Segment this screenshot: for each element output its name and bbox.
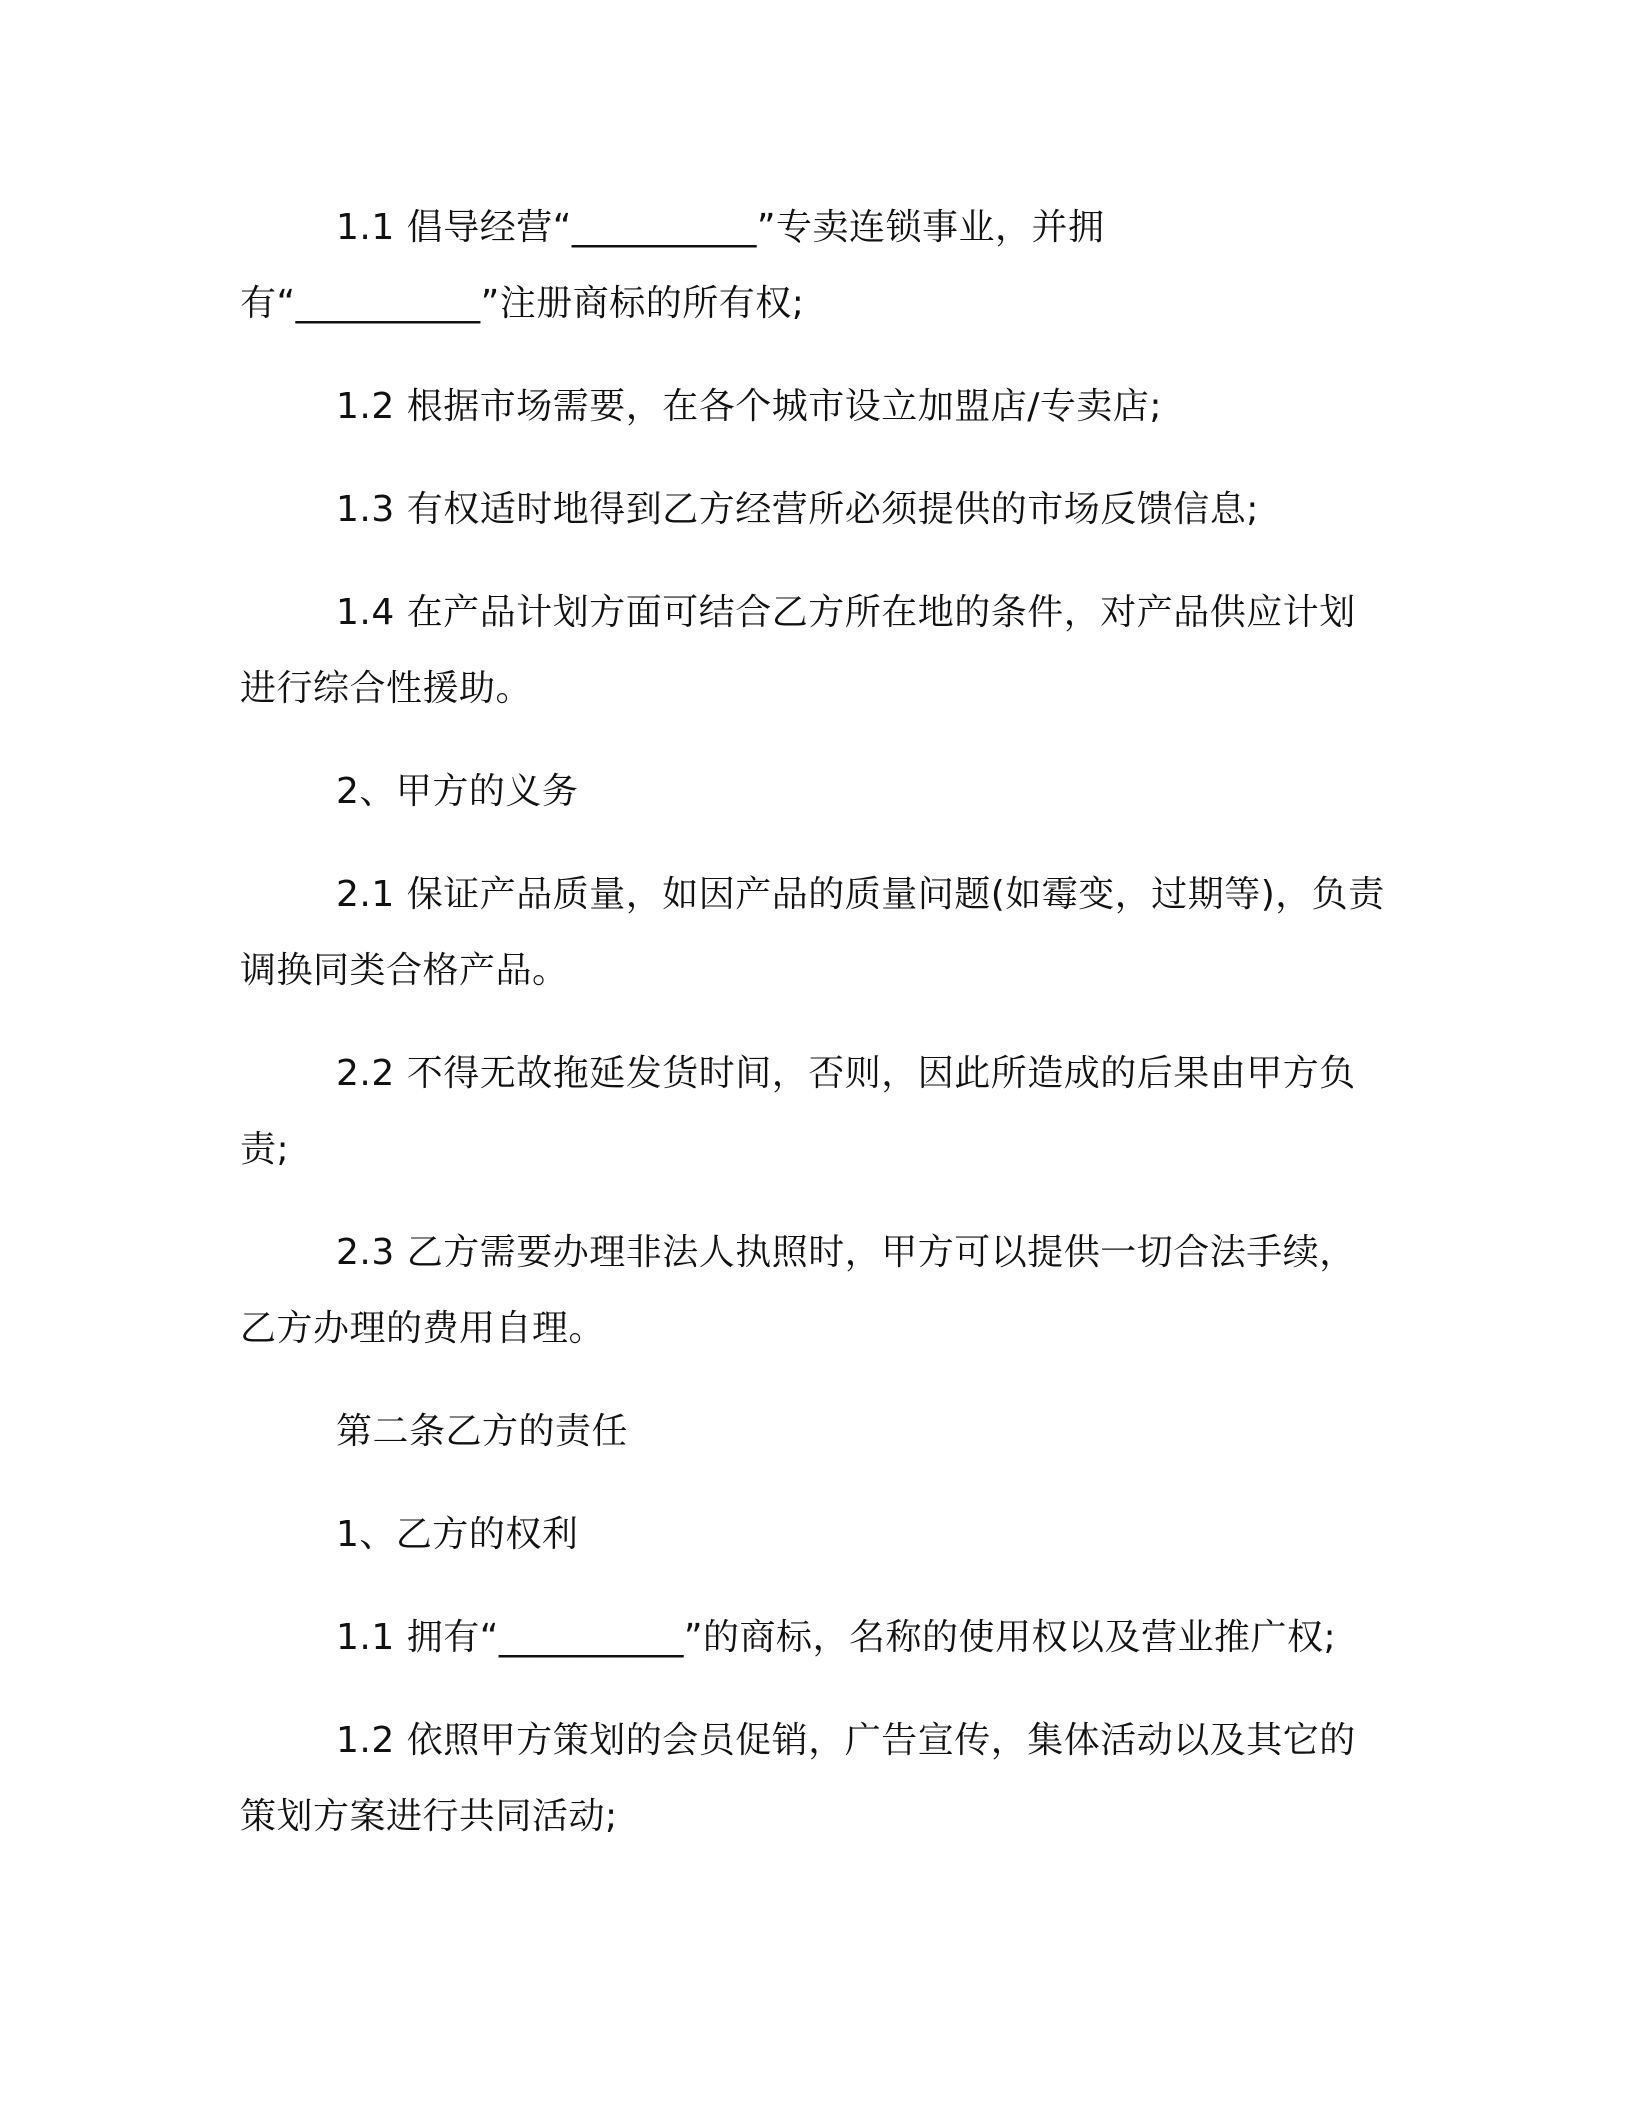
clause-1-4: 1.4 在产品计划方面可结合乙方所在地的条件，对产品供应计划进行综合性援助。 (240, 592, 1356, 709)
section-heading-party-b-rights: 1、乙方的权利 (336, 1514, 579, 1555)
clause-2-1: 2.1 保证产品质量，如因产品的质量问题(如霉变，过期等)，负责调换同类合格产品。 (240, 874, 1385, 991)
clause-1-1: 1.1 倡导经营“__________”专卖连锁事业，并拥有“__________”注册商标的所有权; (240, 207, 1105, 324)
clause-1-2: 1.2 根据市场需要，在各个城市设立加盟店/专卖店; (336, 386, 1162, 427)
article-heading-party-b-responsibility: 第二条乙方的责任 (336, 1411, 629, 1452)
clause-2-2: 2.2 不得无故拖延发货时间，否则，因此所造成的后果由甲方负责; (240, 1053, 1356, 1170)
document-body (240, 190, 1390, 1882)
clause-b-1-2: 1.2 依照甲方策划的会员促销，广告宣传，集体活动以及其它的策划方案进行共同活动; (240, 1720, 1356, 1837)
clause-b-1-1: 1.1 拥有“__________”的商标，名称的使用权以及营业推广权; (336, 1617, 1337, 1658)
clause-1-3: 1.3 有权适时地得到乙方经营所必须提供的市场反馈信息; (336, 489, 1259, 530)
section-heading-party-a-obligations: 2、甲方的义务 (336, 771, 579, 812)
clause-2-3: 2.3 乙方需要办理非法人执照时，甲方可以提供一切合法手续，乙方办理的费用自理。 (240, 1232, 1356, 1349)
